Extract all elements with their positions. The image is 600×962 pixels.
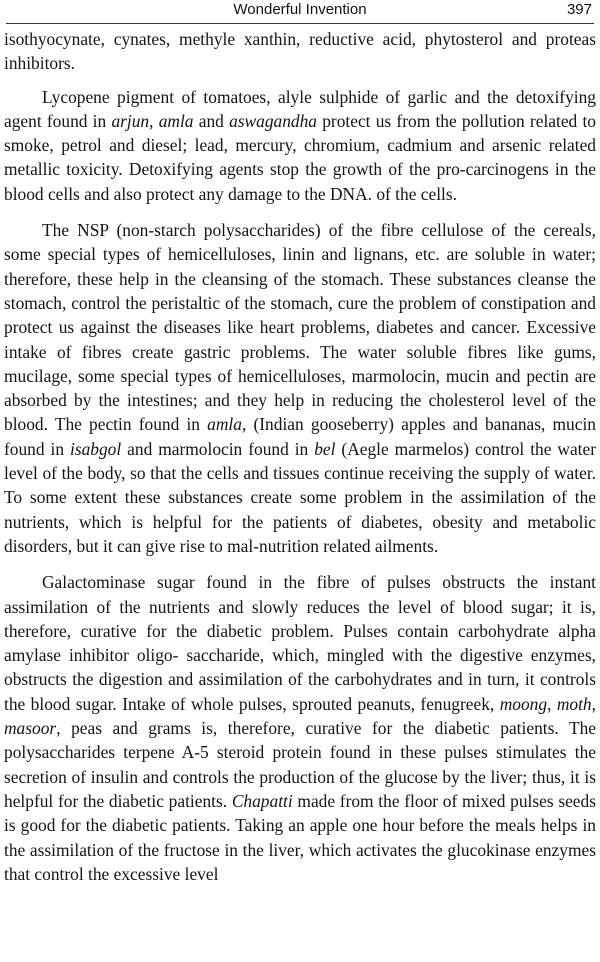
italic-term: aswagandha [229,110,317,131]
paragraph-2 [4,85,596,206]
italic-term: arjun [111,110,150,131]
italic-term: bel [314,438,336,459]
page-number: 397 [566,1,592,18]
paragraph-3 [4,218,596,558]
running-title: Wonderful Invention [233,1,367,18]
header-rule [6,23,594,24]
italic-term: Chapatti [231,790,293,811]
italic-term: amla [158,110,194,131]
italic-term: moth [556,693,592,714]
text-segment: , (Indian gooseberry) apples and bananas, mucin found in [4,414,596,459]
italic-term: masoor [4,718,57,739]
text-segment: The NSP (non-starch polysaccharides) of the fibre cellulose of the cereals, some special types of hemicelluloses, linin and lignans, etc. are soluble in water; therefore, these help in the cleansing of the stomach. These substances cleanse the stomach, control the peristaltic of the stomach, cure the problem of constipation and protect us against the diseases like heart problems, diabetes and cancer. Excessive intake of fibres create gastric problems. The water soluble fibres like gums, mucilage, some special types of hemicelluloses, marmolocin, mucin and pectin are absorbed by the intestines; and they help in reducing the cholesterol level of the blood. The pectin found in [4,220,596,435]
text-segment: protect us from the pollution related to smoke, petrol and diesel; lead, mercury, chromium, cadmium and arsenic related metallic toxicity. Detoxifying agents stop the growth of the pro-carcinogens in the blood cells and also protect any damage to the DNA. of the cells. [4,110,596,204]
text-segment: and [193,110,230,131]
text-segment: isothyocynate, cynates, methyle xanthin, reductive acid, phytosterol and proteas inhibitors. [4,29,596,74]
text-segment: Galactominase sugar found in the fibre of pulses obstructs the instant assimilation of the nutrients and slowly reduces the level of blood sugar; it is, therefore, curative for the diabetic problem. Pulses contain carbohydrate alpha amylase inhibitor oligo- saccharide, which, mingled with the digestive enzymes, obstructs the digestion and assimilation of the carbohydrates and in turn, it controls the blood sugar. Intake of whole pulses, sprouted peanuts, fenugreek, [4,572,596,714]
text-segment: and marmolocin found in [121,438,315,459]
text-segment: Lycopene pigment of tomatoes, alyle sulphide of garlic and the detoxifying agent found in [4,86,596,131]
text-segment: , [591,693,596,714]
text-segment: (Aegle marmelos) control the water level of the body, so that the cells and tissues continue receiving the supply of water. To some extent these substances create some problem in the assimilation of the nutrients, which is helpful for the patients of diabetes, obesity and metabolic disorders, but it can give rise to mal-nutrition related ailments. [4,438,597,556]
text-segment: , [547,693,557,714]
paragraph-4 [4,570,596,886]
text-segment: made from the floor of mixed pulses seeds is good for the diabetic patients. Taking an apple one hour before the meals helps in the assimilation of the fructose in the liver, which activates the glucokinase enzymes that control the excessive level [4,790,596,884]
running-header [4,0,596,27]
body-text [4,27,596,886]
paragraph-1 [4,27,596,76]
italic-term: isabgol [70,438,122,459]
italic-term: amla [207,414,242,435]
text-segment: , [149,110,159,131]
italic-term: moong [499,693,548,714]
text-segment: , peas and grams is, therefore, curative for the diabetic patients. The polysaccharides terpene A-5 steroid protein found in these pulses stimulates the secretion of insulin and controls the production of the glucose by the liver; thus, it is helpful for the diabetic patients. [4,718,596,811]
